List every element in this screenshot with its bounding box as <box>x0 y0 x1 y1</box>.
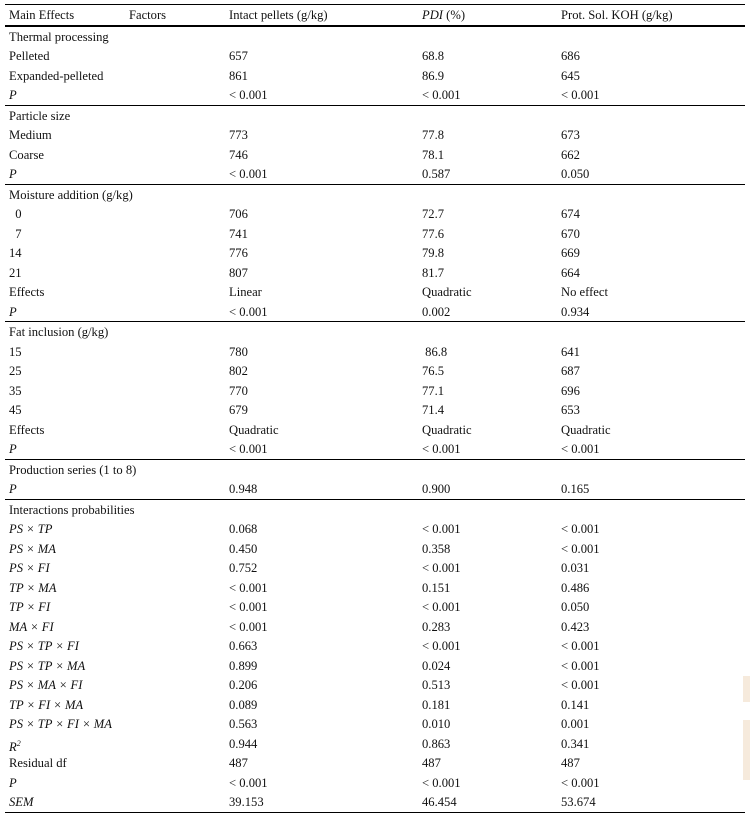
row-label: PS × TP × FI × MA <box>9 717 112 731</box>
results-table <box>5 4 745 813</box>
pdi-value: Quadratic <box>422 285 472 299</box>
table-row <box>5 342 745 362</box>
row-label: Effects <box>9 285 45 299</box>
header-pdi-abbrev: PDI <box>422 8 443 22</box>
header-intact-pellets: Intact pellets (g/kg) <box>229 8 328 22</box>
intact-pellets-value: 0.450 <box>229 541 258 556</box>
table-row <box>5 263 745 283</box>
pdi-value: 77.8 <box>422 128 445 142</box>
protein-solubility-value: 674 <box>561 207 580 221</box>
intact-pellets-value: < 0.001 <box>229 580 268 595</box>
section-title: Fat inclusion (g/kg) <box>9 325 109 339</box>
pdi-value: 81.7 <box>422 265 445 280</box>
row-label: Residual df <box>9 756 67 770</box>
intact-pellets-value: 706 <box>229 207 248 221</box>
intact-pellets-value: 487 <box>229 756 248 770</box>
margin-marker <box>743 676 750 702</box>
protein-solubility-value: 0.141 <box>561 697 590 712</box>
intact-pellets-value: < 0.001 <box>229 88 268 102</box>
protein-solubility-value: 0.031 <box>561 561 590 575</box>
table-row <box>5 656 745 676</box>
row-label: PS × MA <box>9 541 56 556</box>
protein-solubility-value: < 0.001 <box>561 541 600 556</box>
row-label: Expanded-pelleted <box>9 68 104 83</box>
protein-solubility-value: Quadratic <box>561 422 611 437</box>
pdi-value: 0.358 <box>422 541 451 556</box>
table-row <box>5 773 745 793</box>
pdi-value: 0.513 <box>422 678 451 692</box>
intact-pellets-value: 807 <box>229 265 248 280</box>
table-row <box>5 439 745 459</box>
section-row <box>5 26 745 47</box>
table-row <box>5 125 745 145</box>
protein-solubility-value: < 0.001 <box>561 88 600 102</box>
section-title: Particle size <box>9 108 71 123</box>
row-label: 25 <box>9 364 22 378</box>
margin-marker <box>743 720 750 780</box>
table-row <box>5 302 745 322</box>
table-row <box>5 224 745 244</box>
intact-pellets-value: < 0.001 <box>229 167 268 181</box>
protein-solubility-value: < 0.001 <box>561 775 600 790</box>
pdi-value: < 0.001 <box>422 775 461 790</box>
protein-solubility-value: 0.934 <box>561 304 590 319</box>
pdi-value: 72.7 <box>422 207 445 221</box>
row-label-text: R <box>9 739 17 754</box>
row-label: PS × MA × FI <box>9 678 83 692</box>
protein-solubility-value: 653 <box>561 403 580 417</box>
protein-solubility-value: 687 <box>561 364 580 378</box>
table-row <box>5 66 745 86</box>
table-header <box>5 4 745 26</box>
intact-pellets-value: 773 <box>229 128 248 142</box>
table-row <box>5 617 745 637</box>
intact-pellets-value: 746 <box>229 147 248 162</box>
row-label: P <box>9 88 17 102</box>
row-label: P <box>9 482 17 496</box>
protein-solubility-value: 487 <box>561 756 580 770</box>
row-label: 14 <box>9 246 22 260</box>
header-main-effects: Main Effects <box>9 8 75 22</box>
table-body <box>5 26 745 813</box>
header-protein-solubility: Prot. Sol. KOH (g/kg) <box>561 8 673 22</box>
table-row <box>5 381 745 401</box>
row-label-superscript: 2 <box>16 738 21 748</box>
section-title: Production series (1 to 8) <box>9 462 137 477</box>
pdi-value: < 0.001 <box>422 600 461 614</box>
intact-pellets-value: 0.089 <box>229 697 258 712</box>
pdi-value: 78.1 <box>422 147 445 162</box>
pdi-value: 0.181 <box>422 697 451 712</box>
protein-solubility-value: < 0.001 <box>561 639 600 653</box>
header-pdi-unit: (%) <box>442 8 466 22</box>
table-row <box>5 400 745 420</box>
protein-solubility-value: 0.165 <box>561 482 590 496</box>
intact-pellets-value: 657 <box>229 49 248 63</box>
intact-pellets-value: < 0.001 <box>229 775 268 790</box>
pdi-value: 0.002 <box>422 304 451 319</box>
pdi-value: 86.8 <box>422 344 448 359</box>
row-label: P <box>9 304 17 319</box>
protein-solubility-value: 0.001 <box>561 717 590 731</box>
table-row <box>5 675 745 695</box>
pdi-value: < 0.001 <box>422 442 461 456</box>
table-row <box>5 519 745 539</box>
header-factors: Factors <box>129 8 167 22</box>
row-label: Medium <box>9 128 52 142</box>
row-label: 45 <box>9 403 22 417</box>
intact-pellets-value: Linear <box>229 285 262 299</box>
row-label: P <box>9 167 17 181</box>
row-label: Effects <box>9 422 45 437</box>
protein-solubility-value: < 0.001 <box>561 442 600 456</box>
header-pdi <box>422 8 465 22</box>
pdi-value: 79.8 <box>422 246 445 260</box>
protein-solubility-value: No effect <box>561 285 608 299</box>
table-row <box>5 558 745 578</box>
pdi-value: < 0.001 <box>422 88 461 102</box>
table-row <box>5 85 745 105</box>
pdi-value: Quadratic <box>422 422 472 437</box>
pdi-value: 0.900 <box>422 482 451 496</box>
table-row <box>5 792 745 813</box>
section-row <box>5 499 745 520</box>
row-label: PS × FI <box>9 561 50 575</box>
intact-pellets-value: 0.663 <box>229 639 258 653</box>
pdi-value: 68.8 <box>422 49 445 63</box>
row-label <box>9 737 21 754</box>
intact-pellets-value: 0.899 <box>229 658 258 673</box>
protein-solubility-value: 670 <box>561 226 580 241</box>
table-row <box>5 597 745 617</box>
table-row <box>5 145 745 165</box>
protein-solubility-value: 0.423 <box>561 619 590 634</box>
intact-pellets-value: 0.206 <box>229 678 258 692</box>
row-label: PS × TP × FI <box>9 639 79 653</box>
table-row <box>5 46 745 66</box>
table-row <box>5 479 745 499</box>
protein-solubility-value: 53.674 <box>561 795 596 809</box>
protein-solubility-value: 0.050 <box>561 167 590 181</box>
section-row <box>5 321 745 342</box>
intact-pellets-value: 776 <box>229 246 248 260</box>
protein-solubility-value: 673 <box>561 128 580 142</box>
intact-pellets-value: 802 <box>229 364 248 378</box>
row-label: SEM <box>9 795 34 809</box>
protein-solubility-value: 664 <box>561 265 580 280</box>
row-label: 0 <box>9 207 22 221</box>
table-row <box>5 636 745 656</box>
protein-solubility-value: < 0.001 <box>561 658 600 673</box>
pdi-value: 77.1 <box>422 383 445 398</box>
pdi-value: 46.454 <box>422 795 457 809</box>
row-label: P <box>9 775 17 790</box>
row-label: 35 <box>9 383 22 398</box>
protein-solubility-value: 0.341 <box>561 736 590 751</box>
table-row <box>5 243 745 263</box>
section-row <box>5 459 745 480</box>
protein-solubility-value: 0.486 <box>561 580 590 595</box>
protein-solubility-value: < 0.001 <box>561 522 600 536</box>
row-label: MA × FI <box>9 619 54 634</box>
pdi-value: 0.010 <box>422 717 451 731</box>
table-row <box>5 204 745 224</box>
row-label: 21 <box>9 265 22 280</box>
row-label: TP × FI <box>9 600 51 614</box>
pdi-value: < 0.001 <box>422 561 461 575</box>
protein-solubility-value: 645 <box>561 68 580 83</box>
row-label: PS × TP × MA <box>9 658 86 673</box>
section-title: Moisture addition (g/kg) <box>9 187 133 202</box>
intact-pellets-value: 0.563 <box>229 717 258 731</box>
intact-pellets-value: 679 <box>229 403 248 417</box>
table-row <box>5 420 745 440</box>
section-row <box>5 184 745 205</box>
table-row <box>5 578 745 598</box>
table-row <box>5 164 745 184</box>
intact-pellets-value: < 0.001 <box>229 600 268 614</box>
pdi-value: < 0.001 <box>422 639 461 653</box>
intact-pellets-value: 861 <box>229 68 248 83</box>
protein-solubility-value: 662 <box>561 147 580 162</box>
row-label: 7 <box>9 226 22 241</box>
intact-pellets-value: 741 <box>229 226 248 241</box>
protein-solubility-value: 696 <box>561 383 580 398</box>
protein-solubility-value: 669 <box>561 246 580 260</box>
pdi-value: 0.283 <box>422 619 451 634</box>
section-title: Thermal processing <box>9 29 109 44</box>
intact-pellets-value: 39.153 <box>229 795 264 809</box>
row-label: P <box>9 442 17 456</box>
table-row <box>5 282 745 302</box>
table-row <box>5 714 745 734</box>
protein-solubility-value: < 0.001 <box>561 678 600 692</box>
row-label: Coarse <box>9 147 44 162</box>
protein-solubility-value: 641 <box>561 344 580 359</box>
intact-pellets-value: Quadratic <box>229 422 279 437</box>
pdi-value: 71.4 <box>422 403 445 417</box>
pdi-value: 76.5 <box>422 364 445 378</box>
intact-pellets-value: 0.752 <box>229 561 258 575</box>
protein-solubility-value: 686 <box>561 49 580 63</box>
protein-solubility-value: 0.050 <box>561 600 590 614</box>
intact-pellets-value: 0.944 <box>229 736 258 751</box>
table-row <box>5 695 745 715</box>
intact-pellets-value: 780 <box>229 344 248 359</box>
intact-pellets-value: 770 <box>229 383 248 398</box>
pdi-value: 0.024 <box>422 658 451 673</box>
pdi-value: 86.9 <box>422 68 445 83</box>
table-row <box>5 734 745 754</box>
pdi-value: 0.863 <box>422 736 451 751</box>
pdi-value: 77.6 <box>422 226 445 241</box>
pdi-value: 487 <box>422 756 441 770</box>
section-row <box>5 105 745 126</box>
pdi-value: 0.151 <box>422 580 451 595</box>
row-label: TP × FI × MA <box>9 697 84 712</box>
intact-pellets-value: < 0.001 <box>229 304 268 319</box>
intact-pellets-value: < 0.001 <box>229 442 268 456</box>
intact-pellets-value: 0.948 <box>229 482 258 496</box>
pdi-value: < 0.001 <box>422 522 461 536</box>
section-title: Interactions probabilities <box>9 502 135 517</box>
pdi-value: 0.587 <box>422 167 451 181</box>
intact-pellets-value: 0.068 <box>229 522 258 536</box>
intact-pellets-value: < 0.001 <box>229 619 268 634</box>
row-label: 15 <box>9 344 22 359</box>
table-row <box>5 361 745 381</box>
table-row <box>5 539 745 559</box>
row-label: TP × MA <box>9 580 57 595</box>
row-label: PS × TP <box>9 522 53 536</box>
row-label: Pelleted <box>9 49 50 63</box>
table-row <box>5 753 745 773</box>
